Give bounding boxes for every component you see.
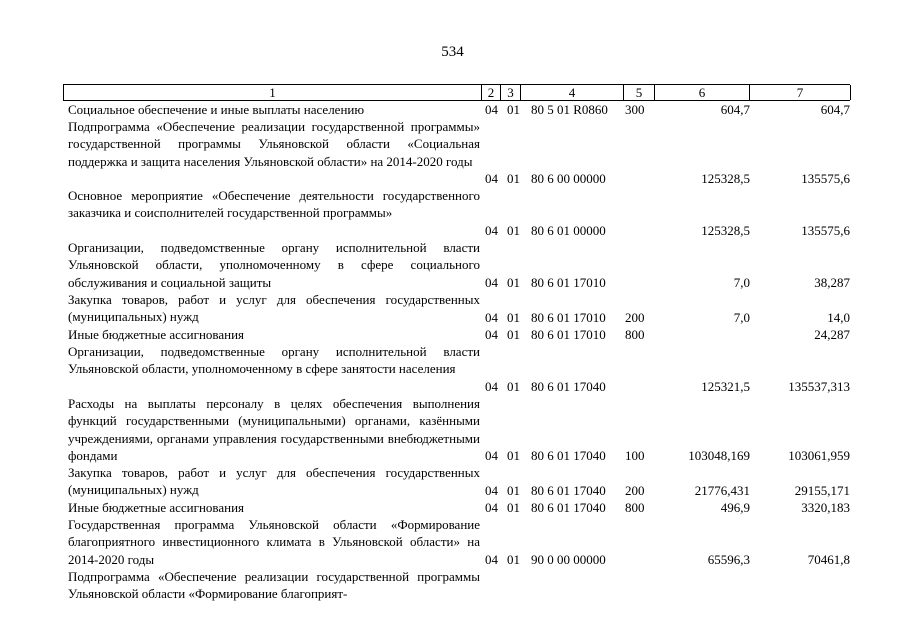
header-col-5: 5 bbox=[624, 85, 655, 100]
page-number: 534 bbox=[441, 44, 464, 60]
row-col-7: 29155,171 bbox=[794, 482, 850, 498]
row-col-2: 04 bbox=[485, 274, 498, 290]
row-col-3: 01 bbox=[507, 499, 520, 515]
header-col-6: 6 bbox=[655, 85, 750, 100]
table-row bbox=[0, 395, 905, 464]
row-name: Государственная программа Ульяновской области «Формирование благоприятного инвестиционного климата в Ульяновской области» на 2014-2020 годы bbox=[68, 517, 480, 567]
row-col-5: 300 bbox=[625, 101, 645, 117]
row-col-3: 01 bbox=[507, 551, 520, 567]
row-col-6: 125321,5 bbox=[701, 378, 750, 394]
row-col-4: 80 6 01 17040 bbox=[531, 482, 606, 498]
row-col-2: 04 bbox=[485, 499, 498, 515]
row-name: Организации, подведомственные органу исполнительной власти Ульяновской области, уполномоченному в сфере занятости населения bbox=[68, 344, 480, 377]
row-col-7: 135575,6 bbox=[801, 170, 850, 186]
row-col-2: 04 bbox=[485, 170, 498, 186]
row-name: Иные бюджетные ассигнования bbox=[68, 327, 245, 342]
row-col-7: 70461,8 bbox=[807, 551, 850, 567]
row-col-4: 80 6 01 00000 bbox=[531, 222, 606, 238]
row-col-4: 80 6 01 17010 bbox=[531, 309, 606, 325]
row-col-3: 01 bbox=[507, 222, 520, 238]
row-col-2: 04 bbox=[485, 309, 498, 325]
row-col-3: 01 bbox=[507, 447, 520, 463]
row-col-3: 01 bbox=[507, 101, 520, 117]
row-col-3: 01 bbox=[507, 378, 520, 394]
row-col-5: 800 bbox=[625, 499, 645, 515]
row-col-2: 04 bbox=[485, 482, 498, 498]
row-col-6: 604,7 bbox=[720, 101, 750, 117]
row-col-5: 200 bbox=[625, 482, 645, 498]
row-name: Расходы на выплаты персоналу в целях обеспечения выполнения функций государственными (муниципальными) органами, казёнными учреждениями, органами управления государственными внебюджетными фондами bbox=[68, 396, 480, 463]
row-col-2: 04 bbox=[485, 222, 498, 238]
row-col-3: 01 bbox=[507, 309, 520, 325]
row-col-2: 04 bbox=[485, 326, 498, 342]
table-header bbox=[63, 84, 850, 101]
header-col-3: 3 bbox=[501, 85, 521, 100]
row-name: Организации, подведомственные органу исполнительной власти Ульяновской области, уполномоченному в сфере социального обслуживания и социальной защиты bbox=[68, 240, 480, 290]
table-row bbox=[0, 516, 905, 568]
row-col-4: 90 0 00 00000 bbox=[531, 551, 606, 567]
header-col-1: 1 bbox=[64, 85, 482, 100]
row-col-6: 7,0 bbox=[733, 309, 750, 325]
row-col-6: 125328,5 bbox=[701, 170, 750, 186]
table-row bbox=[0, 499, 905, 516]
header-col-7: 7 bbox=[750, 85, 851, 100]
table-body bbox=[0, 101, 905, 603]
row-col-2: 04 bbox=[485, 447, 498, 463]
row-col-7: 24,287 bbox=[814, 326, 850, 342]
row-col-6: 7,0 bbox=[733, 274, 750, 290]
row-col-4: 80 5 01 R0860 bbox=[531, 101, 608, 117]
row-name: Социальное обеспечение и иные выплаты населению bbox=[68, 102, 365, 117]
row-name: Подпрограмма «Обеспечение реализации государственной программы» государственной программы Ульяновской области «Социальная поддержка и защита населения Ульяновской области» на 2014-2020 годы bbox=[68, 119, 480, 169]
row-col-7: 3320,183 bbox=[801, 499, 850, 515]
row-col-2: 04 bbox=[485, 378, 498, 394]
table-row bbox=[0, 343, 905, 395]
row-col-4: 80 6 01 17040 bbox=[531, 447, 606, 463]
row-name: Закупка товаров, работ и услуг для обеспечения государственных (муниципальных) нужд bbox=[68, 292, 480, 325]
table-row bbox=[0, 187, 905, 239]
row-col-4: 80 6 01 17040 bbox=[531, 378, 606, 394]
row-col-4: 80 6 00 00000 bbox=[531, 170, 606, 186]
row-col-5: 200 bbox=[625, 309, 645, 325]
table-row bbox=[0, 568, 905, 603]
row-col-4: 80 6 01 17010 bbox=[531, 274, 606, 290]
row-col-6: 103048,169 bbox=[688, 447, 750, 463]
row-col-3: 01 bbox=[507, 482, 520, 498]
table-row bbox=[0, 291, 905, 326]
row-col-2: 04 bbox=[485, 101, 498, 117]
row-col-3: 01 bbox=[507, 170, 520, 186]
row-col-7: 135537,313 bbox=[788, 378, 850, 394]
row-col-7: 103061,959 bbox=[788, 447, 850, 463]
row-col-7: 604,7 bbox=[820, 101, 850, 117]
row-col-6: 125328,5 bbox=[701, 222, 750, 238]
row-col-6: 65596,3 bbox=[707, 551, 750, 567]
row-name: Закупка товаров, работ и услуг для обеспечения государственных (муниципальных) нужд bbox=[68, 465, 480, 498]
header-col-2: 2 bbox=[482, 85, 501, 100]
row-col-3: 01 bbox=[507, 326, 520, 342]
row-col-3: 01 bbox=[507, 274, 520, 290]
row-col-6: 496,9 bbox=[720, 499, 750, 515]
row-col-5: 800 bbox=[625, 326, 645, 342]
row-col-7: 135575,6 bbox=[801, 222, 850, 238]
row-col-7: 38,287 bbox=[814, 274, 850, 290]
row-col-7: 14,0 bbox=[827, 309, 850, 325]
row-col-2: 04 bbox=[485, 551, 498, 567]
row-name: Подпрограмма «Обеспечение реализации государственной программы Ульяновской области «Формирование благоприят- bbox=[68, 569, 480, 602]
table-row bbox=[0, 118, 905, 187]
table-row bbox=[0, 326, 905, 343]
row-name: Иные бюджетные ассигнования bbox=[68, 500, 245, 515]
row-col-4: 80 6 01 17040 bbox=[531, 499, 606, 515]
row-col-5: 100 bbox=[625, 447, 645, 463]
table-row bbox=[0, 464, 905, 499]
row-col-4: 80 6 01 17010 bbox=[531, 326, 606, 342]
table-row bbox=[0, 239, 905, 291]
header-col-4: 4 bbox=[521, 85, 624, 100]
row-name: Основное мероприятие «Обеспечение деятельности государственного заказчика и соисполнителей государственной программы» bbox=[68, 188, 480, 221]
row-col-6: 21776,431 bbox=[694, 482, 750, 498]
table-row bbox=[0, 101, 905, 118]
